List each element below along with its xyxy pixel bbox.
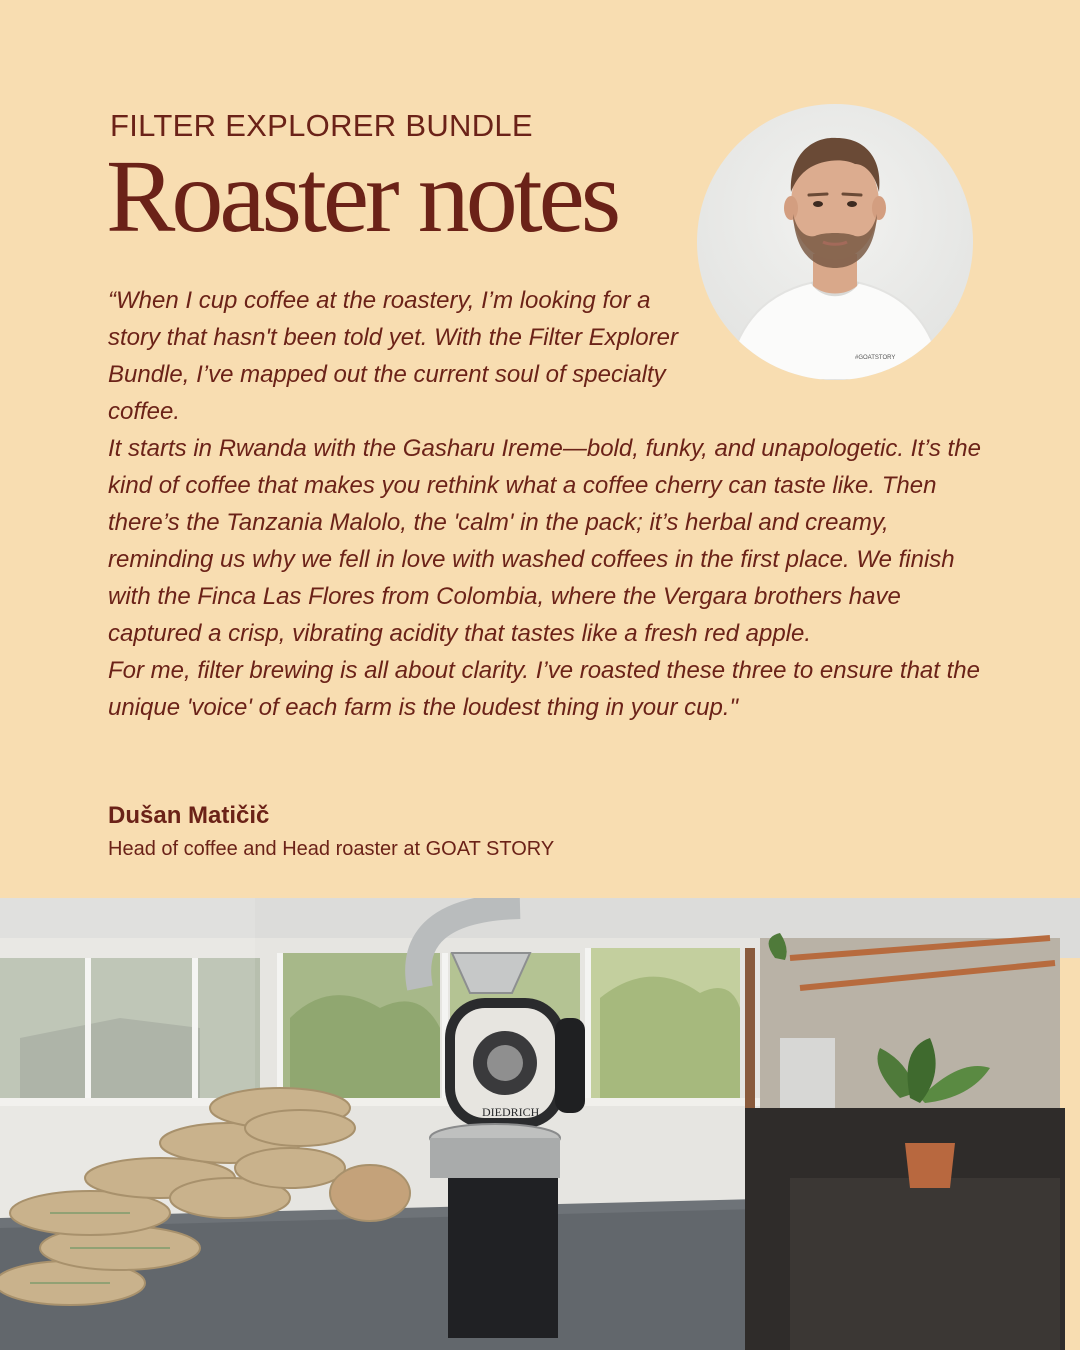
roastery-photo (0, 898, 1080, 1350)
bundle-kicker: FILTER EXPLORER BUNDLE (110, 108, 533, 143)
quote-paragraph: For me, filter brewing is all about clarity. I’ve roasted these three to ensure that the unique 'voice' of each farm is the loudest thing in your cup." (108, 657, 980, 721)
quote-paragraph: “When I cup coffee at the roastery, I’m looking for a story that hasn't been told yet. With the Filter Explorer Bundle, I’ve mapped out the current soul of specialty coffee. (108, 287, 678, 425)
roaster-quote (108, 282, 988, 726)
author-name: Dušan Matičič (108, 802, 270, 829)
roaster-brand: DIEDRICH (482, 1105, 540, 1119)
author-role: Head of coffee and Head roaster at GOAT STORY (108, 838, 555, 860)
quote-paragraph: It starts in Rwanda with the Gasharu Ireme—bold, funky, and unapologetic. It’s the kind of coffee that makes you rethink what a coffee cherry can taste like. Then there’s the Tanzania Malolo, the 'calm' in the pack; it’s herbal and creamy, reminding us why we fell in love with washed coffees in the first place. We finish with the Finca Las Flores from Colombia, where the Vergara brothers have captured a crisp, vibrating acidity that tastes like a fresh red apple. (108, 435, 981, 647)
page-title: Roaster notes (106, 139, 618, 254)
shirt-print: #GOATSTORY (855, 355, 896, 361)
roastery-illustration (0, 898, 1080, 1350)
